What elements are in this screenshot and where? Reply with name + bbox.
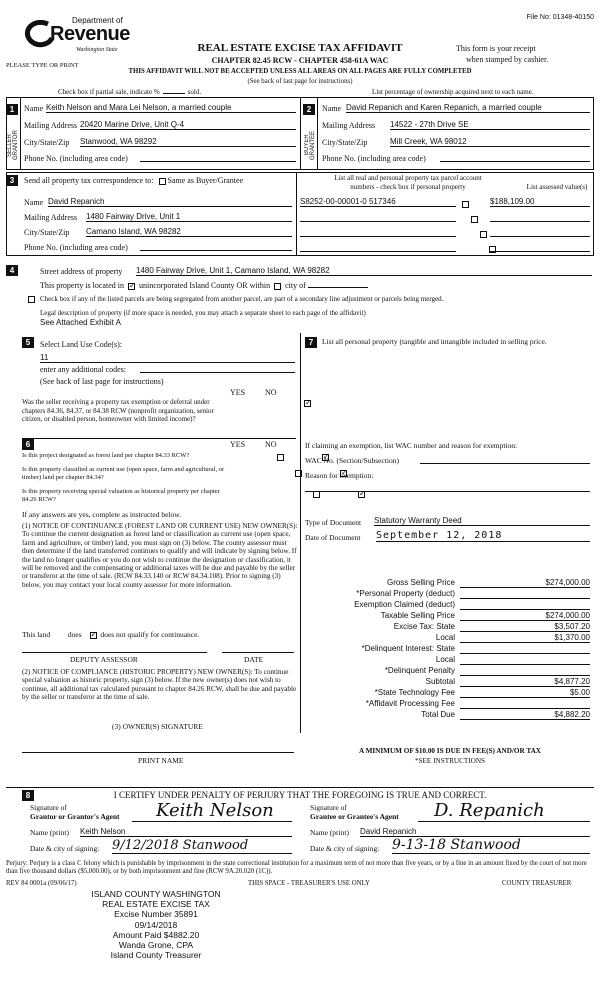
seller-phone-field[interactable]: [140, 153, 296, 162]
tax-row: [305, 699, 590, 710]
tax-row-label: *Personal Property (deduct): [356, 589, 455, 598]
section-5-number: 5: [22, 337, 34, 348]
tax-row: [305, 688, 590, 699]
county-treasurer-label: COUNTY TREASURER: [502, 880, 572, 887]
tax-calculation: [305, 578, 590, 721]
doc-date-field[interactable]: September 12, 2018: [376, 530, 590, 542]
doc-type-field[interactable]: Statutory Warranty Deed: [374, 516, 590, 526]
deputy-date-label: DATE: [244, 655, 264, 664]
partial-sale-label: Check box if partial sale, indicate % sold.: [58, 88, 202, 96]
tax-row-label: Subtotal: [425, 677, 455, 686]
sec3-name-label: Name: [24, 198, 44, 207]
parcel-header-2: numbers - check box if personal property: [350, 183, 466, 191]
qualify-line: This land does ✓ does not qualify for continuance.: [22, 630, 199, 639]
buyer-name-field[interactable]: David Repanich and Karen Repanich, a married couple: [346, 103, 590, 113]
perjury-notice: Perjury: Perjury is a class C felony which is punishable by imprisonment in the state correctional institution for a maximum term of not more than five years, or by a fine in an amount fixed by the court of not more than five thousand dollars ($5,000.00), or by both imprisonment and fine (RCW 9A.20.020 (1C)).: [6, 860, 587, 875]
form-subtitle: CHAPTER 82.45 RCW - CHAPTER 458-61A WAC: [211, 56, 389, 65]
tax-row-label: *State Technology Fee: [374, 688, 455, 697]
assessed-value-field-3[interactable]: [490, 227, 590, 237]
parcel-personal-checkbox-2[interactable]: [471, 216, 478, 223]
send-correspondence-label: Send all property tax correspondence to: Same as Buyer/Grantee: [24, 176, 244, 185]
grantor-date-field[interactable]: 9/12/2018 Stanwood: [112, 838, 292, 854]
tax-row: [305, 666, 590, 677]
assessed-value-field-2[interactable]: [490, 212, 590, 222]
sec3-addr-label: Mailing Address: [24, 213, 78, 222]
buyer-side-label: BUYER GRANTEE: [304, 130, 316, 160]
tax-row: [305, 633, 590, 644]
grantee-date-label: Date & city of signing:: [310, 844, 380, 853]
buyer-addr-label: Mailing Address: [322, 121, 376, 130]
parcel-number-field-4[interactable]: [300, 242, 456, 252]
parcel-number-field-3[interactable]: [300, 227, 456, 237]
additional-codes-label: enter any additional codes:: [40, 365, 126, 374]
tax-row-value[interactable]: $4,882.20: [460, 710, 590, 720]
doc-date-label: Date of Document: [305, 533, 361, 542]
grantor-signature[interactable]: Keith Nelson: [132, 800, 292, 822]
tax-row-label: *Delinquent Interest: State: [361, 644, 455, 653]
assessed-value-field-4[interactable]: [490, 242, 590, 252]
segregated-line: Check box if any of the listed parcels are being segregated from another parcel, are part of a secondary line adjustment or parcels being merged.: [40, 295, 443, 303]
forest-question: Is this project designated as forest land per chapter 84.33 RCW?: [22, 452, 190, 459]
buyer-city-field[interactable]: Mill Creek, WA 98012: [390, 137, 590, 147]
legal-label: Legal description of property (if more space is needed, you may attach a separate sheet to each page of the affidavit): [40, 309, 366, 317]
section-3-number: 3: [6, 175, 18, 186]
grantee-name-field[interactable]: David Repanich: [360, 827, 590, 837]
parcel-personal-checkbox-3[interactable]: [480, 231, 487, 238]
form-title: REAL ESTATE EXCISE TAX AFFIDAVIT: [197, 42, 403, 54]
seller-city-label: City/State/Zip: [24, 138, 70, 147]
grantee-date-field[interactable]: 9-13-18 Stanwood: [392, 837, 590, 854]
segregated-checkbox[interactable]: [28, 296, 35, 303]
forest-yes-checkbox[interactable]: [277, 454, 284, 461]
treasurer-stamp: [86, 889, 226, 960]
land-use-see-back: (See back of last page for instructions): [40, 377, 164, 386]
land-use-field[interactable]: 11: [40, 353, 295, 363]
sec3-city-label: City/State/Zip: [24, 228, 70, 237]
logo-dept: Department of: [72, 16, 123, 25]
assessed-value-header: List assessed value(s): [526, 183, 588, 191]
seller-name-label: Name: [24, 104, 44, 113]
parcel-personal-checkbox-1[interactable]: [462, 201, 469, 208]
sec3-name-field[interactable]: David Repanich: [48, 197, 292, 207]
section-2-number: 2: [303, 104, 315, 115]
land-use-label: Select Land Use Code(s):: [40, 340, 122, 349]
street-field[interactable]: 1480 Fairway Drive, Unit 1, Camano Island, WA 98282: [136, 266, 592, 276]
grantee-sig-label-2: Grantee or Grantee's Agent: [310, 812, 399, 821]
tax-row-value[interactable]: [460, 600, 590, 610]
print-name-label: PRINT NAME: [138, 756, 184, 765]
buyer-addr-field[interactable]: 14522 - 27th Drive SE: [390, 120, 590, 130]
sec6-no-header: NO: [265, 440, 277, 449]
section-6-number: 6: [22, 439, 34, 450]
exemption-claim-label: If claiming an exemption, list WAC number and reason for exemption:: [305, 441, 518, 450]
sec3-city-field[interactable]: Camano Island, WA 98282: [86, 227, 292, 237]
stamp-line: Wanda Grone, CPA: [118, 940, 194, 951]
historic-question: Is this property receiving special valuation as historical property per chapter 84.26 RCW?: [22, 488, 220, 503]
tax-row-value[interactable]: [460, 655, 590, 665]
logo-state: Washington State: [76, 47, 118, 53]
tax-row-value[interactable]: [460, 644, 590, 654]
tax-row-label: Exemption Claimed (deduct): [354, 600, 455, 609]
tax-row-value[interactable]: $1,370.00: [460, 633, 590, 643]
receipt-note-1: This form is your receipt: [456, 44, 536, 53]
additional-codes-field[interactable]: [140, 364, 295, 373]
doc-type-label: Type of Document: [305, 518, 362, 527]
city-checkbox[interactable]: [274, 283, 281, 290]
section-4-number: 4: [6, 265, 18, 276]
tax-row-value[interactable]: $274,000.00: [460, 611, 590, 621]
list-percentage: List percentage of ownership acquired next to each name.: [372, 88, 534, 96]
personal-property-label: List all personal property (tangible and intangible included in selling price.: [322, 337, 547, 346]
same-as-buyer-checkbox[interactable]: [159, 178, 166, 185]
grantor-sig-label-2: Grantor or Grantor's Agent: [30, 812, 120, 821]
grantee-sig-label-1: Signature of: [310, 803, 347, 812]
sec5-yes-header: YES: [230, 388, 246, 397]
seller-addr-field[interactable]: 20420 Marine Drive, Unit Q-4: [80, 120, 296, 130]
current-use-question: Is this property classified as current use (open space, farm and agricultural, or timber) land per chapter 84.34?: [22, 466, 225, 481]
seller-side-label: SELLER GRANTOR: [7, 130, 19, 160]
warning: THIS AFFIDAVIT WILL NOT BE ACCEPTED UNLESS ALL AREAS ON ALL PAGES ARE FULLY COMPLETED: [128, 68, 472, 75]
continuance-notice: (1) NOTICE OF CONTINUANCE (FOREST LAND OR CURRENT USE) NEW OWNER(S): To continue the current designation as forest land or classification as current use (open space, farm and agriculture, or timber) land, you must sign on (3) below. The county assessor must then determine if the land transferred continues to qualify and will indicate by signing below. If the land no longer qualifies or you do not wish to continue the designation or classification, it will be removed and the compensating or additional taxes will be due and payable by the seller or transferor at the time of sale. (RCW 84.33.140 or RCW 84.34.108). Prior to signing (3) below, you may contact your local county assessor for more information.: [22, 522, 298, 589]
minimum-due-note: A MINIMUM OF $10.00 IS DUE IN FEE(S) AND/OR TAX: [359, 747, 541, 755]
section-7-number: 7: [305, 337, 317, 348]
tax-row: [305, 677, 590, 688]
tax-row: [305, 600, 590, 611]
sec6-yes-header: YES: [230, 440, 246, 449]
exemption-no-checkbox[interactable]: [304, 400, 311, 407]
tax-row: [305, 622, 590, 633]
tax-row-label: Excise Tax: State: [393, 622, 455, 631]
parcel-number-field-2[interactable]: [300, 212, 456, 222]
tax-row-value[interactable]: [460, 699, 590, 709]
tax-row-label: *Delinquent Penalty: [384, 666, 455, 675]
buyer-city-label: City/State/Zip: [322, 138, 368, 147]
deputy-assessor-label: DEPUTY ASSESSOR: [70, 655, 138, 664]
treasurer-space-label: THIS SPACE - TREASURER'S USE ONLY: [248, 880, 370, 887]
tax-row-label: Local: [435, 633, 455, 642]
unincorporated-checkbox[interactable]: [128, 283, 135, 290]
does-not-qualify-checkbox[interactable]: [90, 632, 97, 639]
grantor-date-label: Date & city of signing:: [30, 844, 100, 853]
stamp-line: Island County Treasurer: [110, 950, 202, 961]
seller-phone-label: Phone No. (including area code): [24, 154, 128, 163]
section-8-number: 8: [22, 790, 34, 801]
tax-row-value[interactable]: $274,000.00: [460, 578, 590, 588]
seller-name-field[interactable]: Keith Nelson and Mara Lei Nelson, a married couple: [46, 103, 296, 113]
tax-row-value[interactable]: $3,507.20: [460, 622, 590, 632]
tax-row: [305, 611, 590, 622]
current-use-yes-checkbox[interactable]: [295, 470, 302, 477]
stamp-line: ISLAND COUNTY WASHINGTON: [91, 889, 221, 899]
see-instructions-note: *SEE INSTRUCTIONS: [414, 757, 486, 765]
tax-row-label: Local: [435, 655, 455, 664]
grantor-name-label: Name (print): [30, 828, 69, 837]
sec3-phone-field[interactable]: [140, 242, 292, 251]
grantee-signature[interactable]: D. Repanich: [418, 800, 590, 822]
seller-city-field[interactable]: Stanwood, WA 98292: [80, 137, 296, 147]
tax-row-value[interactable]: [460, 666, 590, 676]
stamp-line: Excise Number 35891: [114, 909, 198, 920]
section-1-number: 1: [6, 104, 18, 115]
wac-label: WAC No. (Section/Subsection): [305, 456, 399, 465]
stamp-line: Amount Paid $4882.20: [112, 929, 200, 940]
seller-addr-label: Mailing Address: [24, 121, 78, 130]
stamp-line: REAL ESTATE EXCISE TAX: [102, 899, 210, 910]
parcel-header-1: List all real and personal property tax parcel account: [334, 174, 482, 182]
tax-row-value[interactable]: $4,877.20: [460, 677, 590, 687]
logo-word: Revenue: [50, 23, 130, 45]
located-line: This property is located in ✓ unincorporated Island County OR within city of: [40, 281, 368, 290]
tax-row-label: Taxable Selling Price: [380, 611, 455, 620]
tax-row-label: Gross Selling Price: [386, 578, 455, 587]
sec3-addr-field[interactable]: 1480 Fairway Drive, Unit 1: [86, 212, 292, 222]
tax-row: [305, 655, 590, 666]
historic-notice: (2) NOTICE OF COMPLIANCE (HISTORIC PROPERTY) NEW OWNER(S): To continue special valuation as historic property, sign (3) below. If the new owner(s) does not wish to continue, all additional tax calculated pursuant to chapter 84.26 RCW, shall be due and payable by the seller or transferor at the time of sale.: [22, 668, 297, 702]
tax-row: [305, 578, 590, 589]
tax-row: [305, 644, 590, 655]
revenue-logo: [22, 14, 130, 64]
tax-row: [305, 710, 590, 721]
if-yes-note: If any answers are yes, complete as instructed below.: [22, 510, 182, 519]
parcel-number-field[interactable]: S8252-00-00001-0 517346: [300, 197, 456, 207]
assessed-value-field[interactable]: $188,109.00: [490, 197, 590, 207]
grantor-sig-label-1: Signature of: [30, 803, 67, 812]
grantor-name-field[interactable]: Keith Nelson: [80, 827, 292, 837]
street-label: Street address of property: [40, 267, 123, 276]
wac-field[interactable]: [420, 455, 590, 464]
buyer-phone-label: Phone No. (including area code): [322, 154, 426, 163]
please-type: PLEASE TYPE OR PRINT: [6, 62, 79, 69]
legal-field[interactable]: See Attached Exhibit A: [40, 318, 121, 327]
sec5-no-header: NO: [265, 388, 277, 397]
form-revision: REV 84 0001a (09/06/17): [6, 880, 77, 887]
tax-row-value[interactable]: $5.00: [460, 688, 590, 698]
reason-label: Reason for exemption:: [305, 471, 374, 480]
tax-row: [305, 589, 590, 600]
sec3-phone-label: Phone No. (including area code): [24, 243, 128, 252]
stamp-line: 09/14/2018: [134, 919, 178, 930]
file-number: File No: 01348-40150: [526, 14, 594, 21]
buyer-phone-field[interactable]: [440, 153, 590, 162]
see-back: (See back of last page for instructions): [247, 78, 353, 85]
tax-row-label: Total Due: [421, 710, 455, 719]
exemption-question: Was the seller receiving a property tax exemption or deferral under chapters 84.36, 84.37, or 84.38 RCW (nonprofit organization, senior citizen, or disabled person, homeowner with limited income)?: [22, 398, 214, 423]
certify-statement: I CERTIFY UNDER PENALTY OF PERJURY THAT THE FOREGOING IS TRUE AND CORRECT.: [113, 790, 487, 800]
tax-row-label: *Affidavit Processing Fee: [365, 699, 455, 708]
grantee-name-label: Name (print): [310, 828, 349, 837]
receipt-note-2: when stamped by cashier.: [466, 55, 549, 64]
owner-signature-label: (3) OWNER(S) SIGNATURE: [112, 722, 203, 731]
tax-row-value[interactable]: [460, 589, 590, 599]
buyer-name-label: Name: [322, 104, 342, 113]
